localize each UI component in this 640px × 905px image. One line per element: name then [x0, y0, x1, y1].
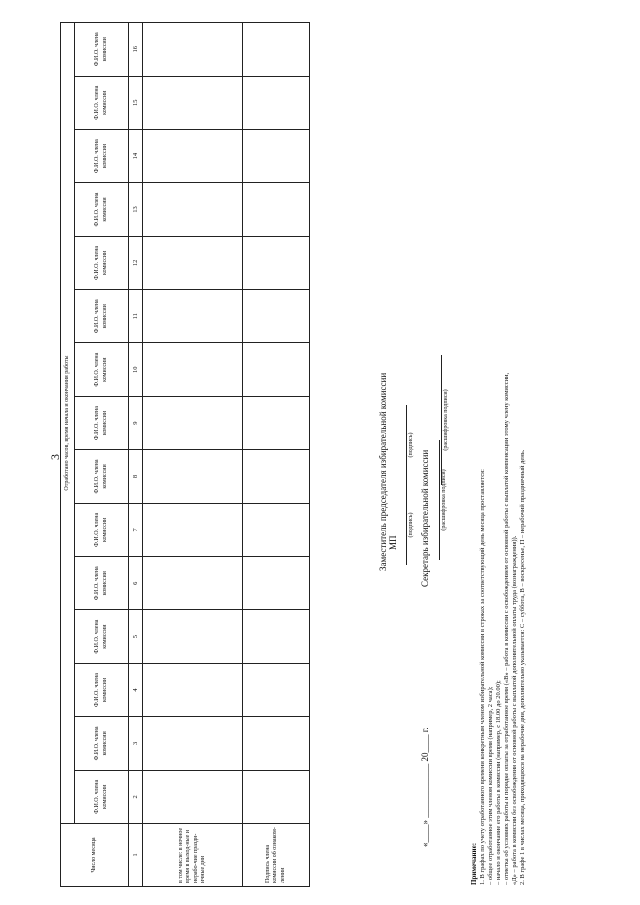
col-number-13: 13: [129, 183, 143, 236]
signature-cell: [243, 236, 310, 289]
notes-block: [470, 25, 528, 885]
signature-cell: [243, 129, 310, 182]
col-number-14: 14: [129, 129, 143, 182]
col-number-9: 9: [129, 396, 143, 449]
signature-cell: [243, 290, 310, 343]
group-header: Отработано часов, время начала и окончания работы: [61, 23, 75, 824]
member-name-header: Ф.И.О. члена комиссии: [75, 770, 129, 823]
member-name-header: Ф.И.О. члена комиссии: [75, 23, 129, 77]
work-cell: [143, 557, 243, 610]
work-cell: [143, 396, 243, 449]
date-line: «____» ____________ 20____ г.: [420, 727, 430, 847]
member-name-header: Ф.И.О. члена комиссии: [75, 290, 129, 343]
signature-cell: [243, 396, 310, 449]
row-label-signature: Подпись члена комиссии об ознаком-лении: [243, 824, 310, 887]
col-number-4: 4: [129, 663, 143, 716]
signature-cell: [243, 557, 310, 610]
member-name-header: Ф.И.О. члена комиссии: [75, 450, 129, 503]
col-date-header: Число месяца: [61, 824, 129, 887]
col-number-15: 15: [129, 76, 143, 129]
work-cell: [143, 450, 243, 503]
col-number-11: 11: [129, 290, 143, 343]
member-name-header: Ф.И.О. члена комиссии: [75, 343, 129, 396]
secretary-signature-line: [405, 405, 407, 485]
col-number-2: 2: [129, 770, 143, 823]
work-cell: [143, 76, 243, 129]
col-number-16: 16: [129, 23, 143, 77]
signature-cell: [243, 770, 310, 823]
secretary-signature-caption: (подпись): [408, 432, 414, 458]
member-name-header: Ф.И.О. члена комиссии: [75, 183, 129, 236]
work-cell: [143, 343, 243, 396]
secretary-label: Секретарь избирательной комиссии: [420, 449, 430, 587]
work-cell: [143, 503, 243, 556]
signature-cell: [243, 23, 310, 77]
deputy-signature-caption: (подпись): [408, 512, 414, 538]
work-cell: [143, 290, 243, 343]
col-number-8: 8: [129, 450, 143, 503]
notes-list: [479, 25, 528, 885]
member-name-header: Ф.И.О. члена комиссии: [75, 76, 129, 129]
signature-cell: [243, 183, 310, 236]
note-item: «Д» – работа в комиссии без освобождения от основной работы с выплатой дополнительной оплаты труда (вознаграждения)).: [511, 535, 519, 885]
signature-cell: [243, 717, 310, 770]
signature-cell: [243, 450, 310, 503]
deputy-chair-label: Заместитель председателя избирательной комиссии: [378, 372, 388, 571]
timesheet-table: [60, 22, 310, 887]
note-item: 1. В графах по учету отработанного времени конкретным членом избирательной комиссии в строках за соответствующий день месяца проставляется:: [478, 469, 486, 885]
col-number-12: 12: [129, 236, 143, 289]
secretary-decode-line: [440, 355, 442, 485]
notes-heading: Примечание:: [470, 842, 478, 885]
col-number-3: 3: [129, 717, 143, 770]
member-name-header: Ф.И.О. члена комиссии: [75, 663, 129, 716]
work-cell: [143, 663, 243, 716]
member-name-header: Ф.И.О. члена комиссии: [75, 610, 129, 663]
member-name-header: Ф.И.О. члена комиссии: [75, 503, 129, 556]
col-number-1: 1: [129, 824, 143, 887]
signature-cell: [243, 343, 310, 396]
signature-cell: [243, 663, 310, 716]
col-number-5: 5: [129, 610, 143, 663]
col-number-7: 7: [129, 503, 143, 556]
work-cell: [143, 236, 243, 289]
deputy-decode-caption: (расшифровка подписи): [441, 469, 447, 531]
note-item: 2. В графе 1 в числах месяца, приходящихся на нерабочие дни, дополнительно указывается: С – суббота, В – воскресенье, П – нерабочий праздничный день.: [519, 449, 527, 885]
work-cell: [143, 183, 243, 236]
row-label-work: в том числе: в ночное время в выход-ные и нерабо-чие праздн-ичные дни: [143, 824, 243, 887]
member-name-header: Ф.И.О. члена комиссии: [75, 396, 129, 449]
signature-cell: [243, 610, 310, 663]
secretary-decode-caption: (расшифровка подписи): [443, 389, 449, 451]
signature-cell: [243, 503, 310, 556]
work-cell: [143, 717, 243, 770]
work-cell: [143, 770, 243, 823]
member-name-header: Ф.И.О. члена комиссии: [75, 129, 129, 182]
note-item: – общее отработанное этим членом комиссии время (например, 2 часа);: [486, 686, 494, 885]
member-name-header: Ф.И.О. члена комиссии: [75, 236, 129, 289]
page-number: 3: [48, 454, 62, 460]
member-name-header: Ф.И.О. члена комиссии: [75, 717, 129, 770]
col-number-6: 6: [129, 557, 143, 610]
note-item: – отметка об условиях работы и порядке оплаты за отработанное время («В» – работа в комиссии с освобождением от основной работы с выплатой компенсации этому члену комиссии,: [503, 372, 511, 885]
seal-mark: МП: [388, 535, 398, 550]
member-name-header: Ф.И.О. члена комиссии: [75, 557, 129, 610]
note-item: – начало и окончание его работы в комиссии (например, с 18.00 до 20.00);: [495, 680, 502, 885]
work-cell: [143, 129, 243, 182]
signature-cell: [243, 76, 310, 129]
deputy-signature-line: [405, 485, 407, 565]
work-cell: [143, 610, 243, 663]
work-cell: [143, 23, 243, 77]
col-number-10: 10: [129, 343, 143, 396]
